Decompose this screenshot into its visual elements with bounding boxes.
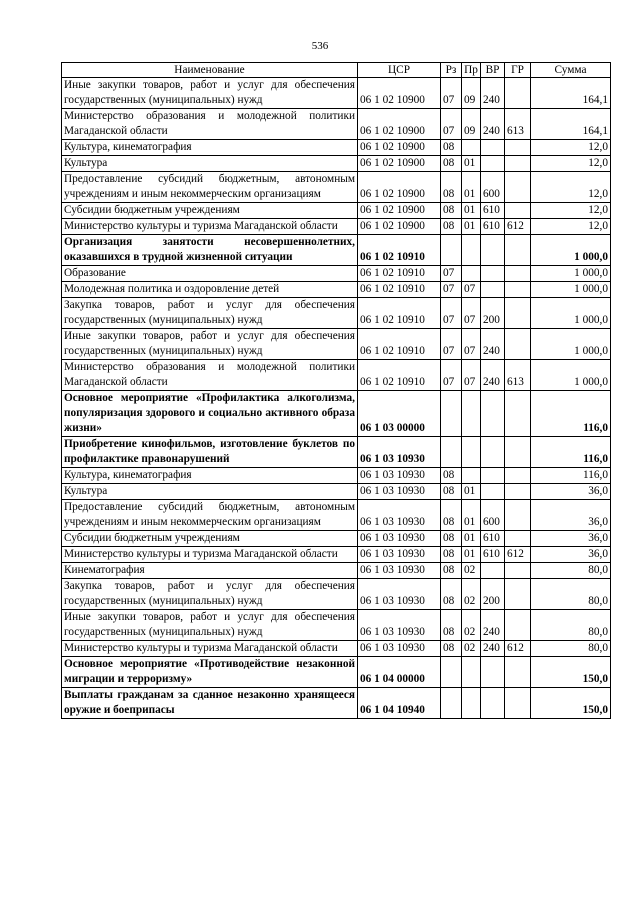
header-csr: ЦСР <box>358 63 441 78</box>
cell-vr: 610 <box>481 547 505 563</box>
cell-pr: 01 <box>462 203 481 219</box>
cell-rz <box>441 391 462 437</box>
table-row <box>62 282 611 298</box>
cell-name: Министерство культуры и туризма Магаданской области <box>62 219 358 235</box>
table-row <box>62 219 611 235</box>
table-row <box>62 484 611 500</box>
cell-sum: 12,0 <box>531 203 611 219</box>
cell-sum: 80,0 <box>531 579 611 610</box>
cell-sum: 164,1 <box>531 109 611 140</box>
cell-pr <box>462 391 481 437</box>
cell-pr: 02 <box>462 579 481 610</box>
cell-pr: 01 <box>462 172 481 203</box>
cell-name: Министерство культуры и туризма Магаданской области <box>62 547 358 563</box>
header-rz: Рз <box>441 63 462 78</box>
cell-name: Основное мероприятие «Противодействие незаконной миграции и терроризму» <box>62 657 358 688</box>
cell-pr: 01 <box>462 484 481 500</box>
table-row <box>62 468 611 484</box>
cell-name: Культура, кинематография <box>62 468 358 484</box>
cell-pr: 02 <box>462 610 481 641</box>
cell-csr: 06 1 03 10930 <box>358 579 441 610</box>
table-row <box>62 360 611 391</box>
cell-pr: 02 <box>462 641 481 657</box>
cell-sum: 1 000,0 <box>531 360 611 391</box>
cell-csr: 06 1 02 10910 <box>358 235 441 266</box>
cell-gr <box>505 156 531 172</box>
cell-csr: 06 1 03 10930 <box>358 547 441 563</box>
cell-sum: 1 000,0 <box>531 298 611 329</box>
cell-vr: 240 <box>481 109 505 140</box>
cell-rz: 08 <box>441 610 462 641</box>
cell-vr: 200 <box>481 298 505 329</box>
cell-vr <box>481 563 505 579</box>
cell-name: Предоставление субсидий бюджетным, автономным учреждениям и иным некоммерческим организациям <box>62 172 358 203</box>
cell-sum: 150,0 <box>531 657 611 688</box>
cell-name: Министерство культуры и туризма Магаданской области <box>62 641 358 657</box>
cell-gr <box>505 610 531 641</box>
cell-pr <box>462 657 481 688</box>
cell-rz: 08 <box>441 579 462 610</box>
cell-csr: 06 1 02 10910 <box>358 282 441 298</box>
cell-csr: 06 1 02 10900 <box>358 219 441 235</box>
cell-rz: 07 <box>441 109 462 140</box>
table-row <box>62 500 611 531</box>
cell-gr <box>505 500 531 531</box>
cell-rz: 08 <box>441 156 462 172</box>
cell-rz: 07 <box>441 360 462 391</box>
cell-gr <box>505 203 531 219</box>
cell-gr: 612 <box>505 547 531 563</box>
cell-pr: 09 <box>462 78 481 109</box>
table-row <box>62 266 611 282</box>
table-row <box>62 610 611 641</box>
cell-pr <box>462 140 481 156</box>
cell-gr: 612 <box>505 219 531 235</box>
cell-name: Образование <box>62 266 358 282</box>
cell-rz <box>441 657 462 688</box>
cell-vr <box>481 282 505 298</box>
cell-gr <box>505 579 531 610</box>
cell-name: Основное мероприятие «Профилактика алкоголизма, популяризация здорового и социально активного образа жизни» <box>62 391 358 437</box>
cell-gr <box>505 235 531 266</box>
cell-pr: 07 <box>462 360 481 391</box>
cell-csr: 06 1 03 10930 <box>358 437 441 468</box>
cell-name: Организация занятости несовершеннолетних, оказавшихся в трудной жизненной ситуации <box>62 235 358 266</box>
cell-gr <box>505 282 531 298</box>
cell-gr <box>505 657 531 688</box>
cell-csr: 06 1 02 10900 <box>358 203 441 219</box>
cell-gr: 613 <box>505 109 531 140</box>
cell-csr: 06 1 02 10900 <box>358 172 441 203</box>
header-vr: ВР <box>481 63 505 78</box>
table-row <box>62 688 611 719</box>
cell-pr: 07 <box>462 329 481 360</box>
cell-csr: 06 1 04 00000 <box>358 657 441 688</box>
cell-sum: 12,0 <box>531 140 611 156</box>
cell-name: Культура <box>62 484 358 500</box>
cell-gr <box>505 78 531 109</box>
cell-sum: 150,0 <box>531 688 611 719</box>
cell-csr: 06 1 03 10930 <box>358 563 441 579</box>
cell-vr: 600 <box>481 500 505 531</box>
cell-name: Министерство образования и молодежной политики Магаданской области <box>62 109 358 140</box>
cell-sum: 1 000,0 <box>531 266 611 282</box>
cell-pr <box>462 235 481 266</box>
cell-rz: 08 <box>441 172 462 203</box>
cell-vr: 200 <box>481 579 505 610</box>
cell-vr <box>481 156 505 172</box>
cell-rz: 08 <box>441 641 462 657</box>
cell-csr: 06 1 03 10930 <box>358 641 441 657</box>
cell-name: Министерство образования и молодежной политики Магаданской области <box>62 360 358 391</box>
cell-csr: 06 1 02 10910 <box>358 360 441 391</box>
cell-name: Выплаты гражданам за сданное незаконно хранящееся оружие и боеприпасы <box>62 688 358 719</box>
cell-vr <box>481 468 505 484</box>
cell-pr <box>462 688 481 719</box>
cell-gr: 612 <box>505 641 531 657</box>
table-row <box>62 156 611 172</box>
cell-vr <box>481 391 505 437</box>
page-number: 536 <box>311 40 329 52</box>
cell-vr: 240 <box>481 641 505 657</box>
cell-csr: 06 1 02 10900 <box>358 78 441 109</box>
cell-vr: 240 <box>481 78 505 109</box>
cell-vr: 240 <box>481 610 505 641</box>
cell-sum: 1 000,0 <box>531 329 611 360</box>
budget-table <box>61 62 611 719</box>
cell-pr: 01 <box>462 156 481 172</box>
cell-csr: 06 1 02 10900 <box>358 109 441 140</box>
cell-name: Культура, кинематография <box>62 140 358 156</box>
table-row <box>62 172 611 203</box>
cell-csr: 06 1 02 10900 <box>358 140 441 156</box>
cell-csr: 06 1 03 10930 <box>358 531 441 547</box>
cell-name: Приобретение кинофильмов, изготовление буклетов по профилактике правонарушений <box>62 437 358 468</box>
table-row <box>62 563 611 579</box>
table-row <box>62 579 611 610</box>
cell-rz: 07 <box>441 329 462 360</box>
cell-csr: 06 1 04 10940 <box>358 688 441 719</box>
cell-rz: 08 <box>441 563 462 579</box>
cell-vr <box>481 657 505 688</box>
cell-gr <box>505 484 531 500</box>
cell-name: Иные закупки товаров, работ и услуг для обеспечения государственных (муниципальных) нужд <box>62 329 358 360</box>
cell-vr <box>481 235 505 266</box>
cell-vr: 610 <box>481 531 505 547</box>
cell-vr: 610 <box>481 203 505 219</box>
table-row <box>62 203 611 219</box>
cell-csr: 06 1 03 10930 <box>358 468 441 484</box>
cell-vr <box>481 484 505 500</box>
cell-rz: 08 <box>441 140 462 156</box>
cell-rz <box>441 437 462 468</box>
cell-pr: 01 <box>462 531 481 547</box>
header-gr: ГР <box>505 63 531 78</box>
header-sum: Сумма <box>531 63 611 78</box>
cell-rz: 07 <box>441 282 462 298</box>
cell-sum: 12,0 <box>531 219 611 235</box>
table-row <box>62 531 611 547</box>
cell-sum: 12,0 <box>531 172 611 203</box>
cell-name: Молодежная политика и оздоровление детей <box>62 282 358 298</box>
cell-name: Иные закупки товаров, работ и услуг для обеспечения государственных (муниципальных) нужд <box>62 78 358 109</box>
cell-pr: 07 <box>462 282 481 298</box>
table-header-row <box>62 63 611 78</box>
cell-gr <box>505 266 531 282</box>
cell-rz: 07 <box>441 266 462 282</box>
header-name: Наименование <box>62 63 358 78</box>
cell-name: Закупка товаров, работ и услуг для обеспечения государственных (муниципальных) нужд <box>62 579 358 610</box>
cell-pr: 09 <box>462 109 481 140</box>
table-row <box>62 657 611 688</box>
cell-rz: 08 <box>441 484 462 500</box>
cell-csr: 06 1 03 00000 <box>358 391 441 437</box>
table-row <box>62 329 611 360</box>
cell-name: Субсидии бюджетным учреждениям <box>62 203 358 219</box>
cell-vr <box>481 266 505 282</box>
table-row <box>62 140 611 156</box>
cell-pr <box>462 468 481 484</box>
cell-name: Закупка товаров, работ и услуг для обеспечения государственных (муниципальных) нужд <box>62 298 358 329</box>
cell-rz: 08 <box>441 547 462 563</box>
cell-rz: 08 <box>441 219 462 235</box>
cell-csr: 06 1 02 10900 <box>358 156 441 172</box>
cell-gr <box>505 172 531 203</box>
cell-gr <box>505 531 531 547</box>
cell-name: Предоставление субсидий бюджетным, автономным учреждениям и иным некоммерческим организациям <box>62 500 358 531</box>
cell-pr: 01 <box>462 500 481 531</box>
cell-pr <box>462 437 481 468</box>
cell-vr <box>481 437 505 468</box>
cell-pr: 01 <box>462 219 481 235</box>
table-row <box>62 78 611 109</box>
cell-sum: 116,0 <box>531 391 611 437</box>
cell-pr: 07 <box>462 298 481 329</box>
cell-rz: 08 <box>441 203 462 219</box>
cell-gr <box>505 391 531 437</box>
cell-csr: 06 1 02 10910 <box>358 266 441 282</box>
cell-rz: 07 <box>441 298 462 329</box>
cell-gr <box>505 298 531 329</box>
cell-gr <box>505 688 531 719</box>
cell-name: Иные закупки товаров, работ и услуг для обеспечения государственных (муниципальных) нужд <box>62 610 358 641</box>
cell-sum: 116,0 <box>531 437 611 468</box>
cell-name: Субсидии бюджетным учреждениям <box>62 531 358 547</box>
header-pr: Пр <box>462 63 481 78</box>
cell-sum: 36,0 <box>531 547 611 563</box>
cell-rz: 08 <box>441 531 462 547</box>
cell-rz: 07 <box>441 78 462 109</box>
cell-name: Культура <box>62 156 358 172</box>
cell-sum: 80,0 <box>531 641 611 657</box>
cell-pr: 02 <box>462 563 481 579</box>
cell-csr: 06 1 03 10930 <box>358 484 441 500</box>
cell-gr <box>505 468 531 484</box>
cell-gr <box>505 437 531 468</box>
cell-vr: 240 <box>481 329 505 360</box>
cell-csr: 06 1 02 10910 <box>358 329 441 360</box>
cell-gr <box>505 140 531 156</box>
cell-sum: 36,0 <box>531 531 611 547</box>
cell-gr: 613 <box>505 360 531 391</box>
cell-sum: 1 000,0 <box>531 235 611 266</box>
cell-sum: 80,0 <box>531 610 611 641</box>
cell-sum: 36,0 <box>531 500 611 531</box>
cell-sum: 36,0 <box>531 484 611 500</box>
cell-csr: 06 1 03 10930 <box>358 500 441 531</box>
cell-gr <box>505 563 531 579</box>
table-row <box>62 109 611 140</box>
table-row <box>62 298 611 329</box>
cell-name: Кинематография <box>62 563 358 579</box>
cell-sum: 80,0 <box>531 563 611 579</box>
cell-rz <box>441 688 462 719</box>
cell-rz: 08 <box>441 500 462 531</box>
table-row <box>62 547 611 563</box>
cell-rz: 08 <box>441 468 462 484</box>
cell-sum: 12,0 <box>531 156 611 172</box>
cell-sum: 1 000,0 <box>531 282 611 298</box>
table-row <box>62 391 611 437</box>
cell-sum: 164,1 <box>531 78 611 109</box>
cell-csr: 06 1 02 10910 <box>358 298 441 329</box>
cell-sum: 116,0 <box>531 468 611 484</box>
cell-rz <box>441 235 462 266</box>
cell-gr <box>505 329 531 360</box>
table-row <box>62 437 611 468</box>
cell-csr: 06 1 03 10930 <box>358 610 441 641</box>
cell-pr <box>462 266 481 282</box>
cell-vr <box>481 140 505 156</box>
cell-pr: 01 <box>462 547 481 563</box>
table-row <box>62 235 611 266</box>
cell-vr: 240 <box>481 360 505 391</box>
table-row <box>62 641 611 657</box>
cell-vr: 610 <box>481 219 505 235</box>
cell-vr <box>481 688 505 719</box>
cell-vr: 600 <box>481 172 505 203</box>
